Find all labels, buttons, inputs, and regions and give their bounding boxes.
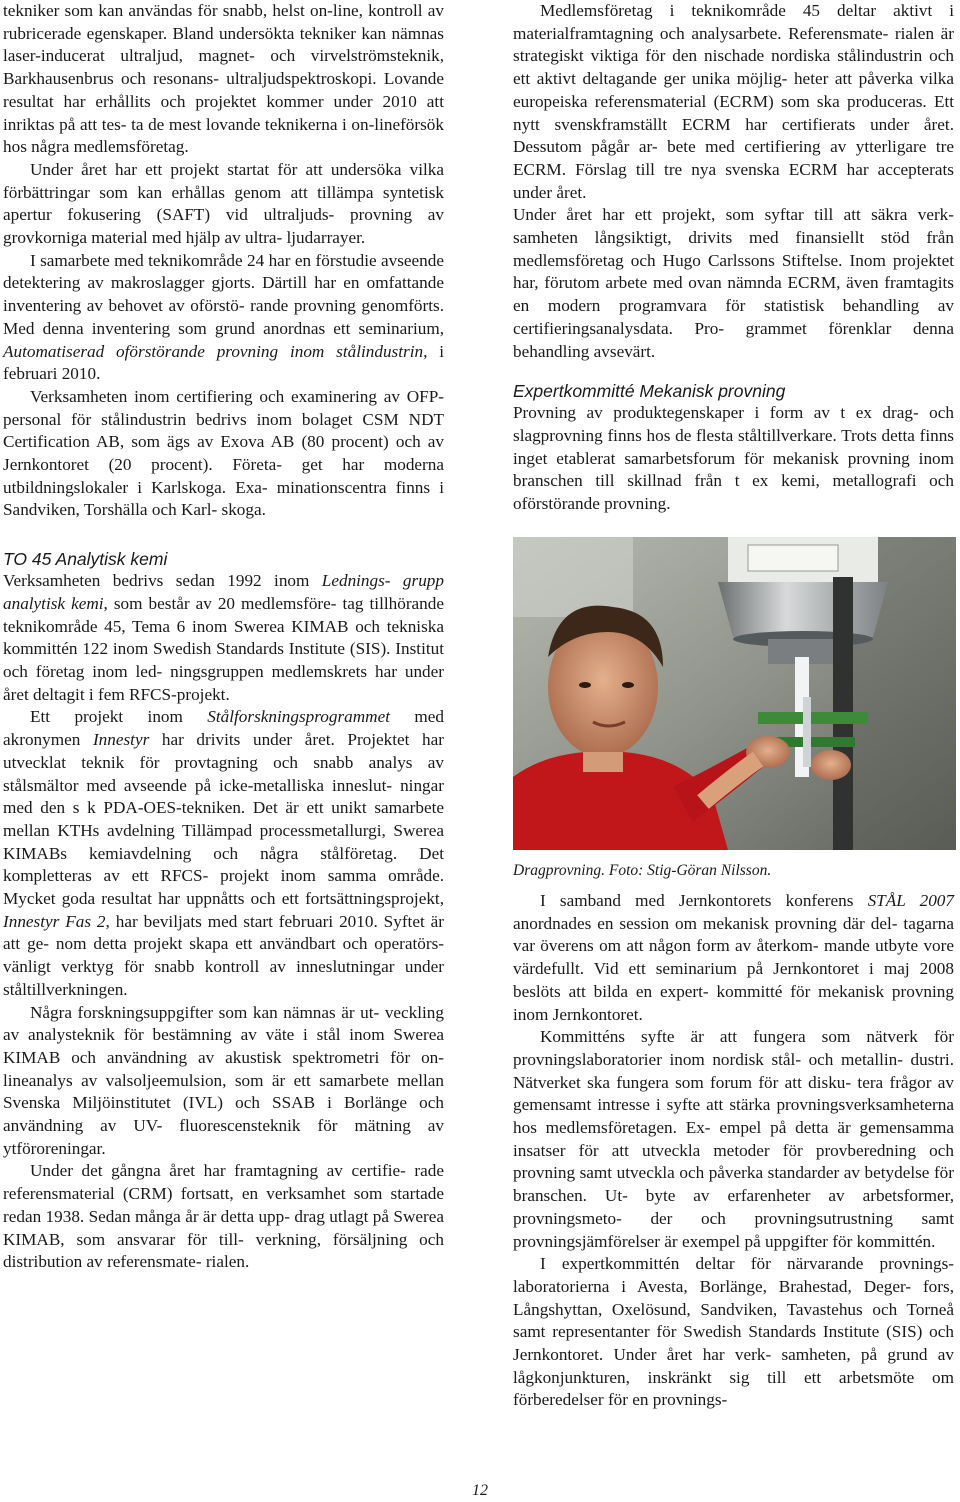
page-number: 12 bbox=[472, 1482, 488, 1499]
right-column-top bbox=[513, 0, 954, 516]
paragraph: tekniker som kan användas för snabb, helst on-line, kontroll av rubricerade egenskaper. Bland undersökta tekniker kan nämnas laser-inducerat ultraljud, magnet- och virvelströmsteknik, Barkhausenbrus och resonans- ultraljudspektroskopi. Lovande resultat har erhållits och projektet kommer under 2010 att inriktas på att tes- ta de mest lovande teknikerna i on-lineförsök hos några medlemsföretag. bbox=[3, 1, 444, 157]
paragraph: Under det gångna året har framtagning av certifie- rade referensmaterial (CRM) fortsatt, en verksamhet som startade redan 1938. Sedan många år är detta upp- drag utlagt på Swerea KIMAB, som ansvarar för till- verkning, försäljning och distribution av referensmate- rialen. bbox=[3, 1161, 444, 1272]
left-column bbox=[3, 0, 444, 1274]
paragraph: Provning av produktegenskaper i form av t ex drag- och slagprovning finns hos de flesta ståltillverkare. Trots detta finns inget etablerat samarbetsforum för mekanisk provning inom branschen till skillnad från t ex kemi, metallografi och oförstörande provning. bbox=[513, 403, 954, 514]
paragraph: I expertkommittén deltar för närvarande provnings- laboratorierna i Avesta, Borlänge, Brahestad, Deger- fors, Långshyttan, Oxelösund, Sandviken, Tavastehus och Torneå samt representanter för Swedish Standards Institute (SIS) och Jernkontoret. Under året har verk- samheten, på grund av lågkonjunkturen, inskränkt sig till ett arbetsmöte om förberedelser för en provnings- bbox=[513, 1254, 954, 1410]
paragraph: Ett projekt inom Stålforskningsprogrammet med akronymen Innestyr har drivits under året. Projektet har utvecklat teknik för provtagning och snabb analys av stålsmältor med avseende på icke-metalliska inneslut- ningar med den s k PDA-OES-tekniken. Det är ett unikt samarbete mellan KTHs avdelning Tillämpad processmetallurgi, Swerea KIMABs kemiavdelning och några stålföretag. Det kompletteras av ett RFCS- projekt inom samma område. Mycket goda resultat har uppnåtts och ett fortsättningsprojekt, Innestyr Fas 2, har beviljats med start februari 2010. Syftet är att ge- nom detta projekt skapa ett användbart och operatörs- vänligt verktyg för snabb kontroll av inneslutningar under ståltillverkningen. bbox=[3, 707, 444, 999]
paragraph: Under året har ett projekt startat för att undersöka vilka förbättringar som kan erhållas genom att tillämpa syntetisk apertur fokusering (SAFT) vid ultraljuds- provning av grovkorniga material med hjälp av ultra- ljudarrayer. bbox=[3, 159, 444, 248]
section-heading: Expertkommitté Mekanisk provning bbox=[513, 381, 786, 402]
photo-man-tensile-test-icon bbox=[513, 537, 956, 850]
right-column-bottom bbox=[513, 890, 954, 1412]
paragraph: Verksamheten bedrivs sedan 1992 inom Lednings- grupp analytisk kemi, som består av 20 medlemsföre- tag tillhörande teknikområde 45, Tema 6 inom Swerea KIMAB och tekniska kommittén 122 inom Swedish Standards Institute (SIS). Institut och företag inom led- ningsgruppen medlemskrets har under året deltagit i fem RFCS-projekt. bbox=[3, 571, 444, 704]
paragraph: Några forskningsuppgifter som kan nämnas är ut- veckling av analysteknik för bestämning av väte i stål inom Swerea KIMAB och användning av akustisk spektrometri för on-lineanalys av valsoljeemulsion, som är ett samarbete mellan Svenska Miljöinstitutet (IVL) och SSAB i Borlänge och användning av UV- fluorescensteknik för mätning av ytföroreningar. bbox=[3, 1002, 444, 1158]
paragraph: Verksamheten inom certifiering och examinering av OFP-personal för stålindustrin bedrivs inom bolaget CSM NDT Certification AB, som ägs av Exova AB (80 procent) och av Jernkontoret (20 procent). Företa- get har moderna utbildningslokaler i Karlskoga. Exa- minationscentra finns i Sandviken, Torshälla och Karl- skoga. bbox=[3, 386, 444, 520]
paragraph: Under året har ett projekt, som syftar till att säkra verk- samheten långsiktigt, drivits med finansiellt stöd från medlemsföretag och Hugo Carlssons Stiftelse. Inom projektet har, förutom arbete med ovan nämnda ECRM, även framtagits en modern programvara för statistisk behandling av certifieringsanalysdata. Pro- grammet förenklar denna behandling avsevärt. bbox=[513, 205, 954, 361]
section-heading: TO 45 Analytisk kemi bbox=[3, 549, 168, 570]
photo bbox=[513, 537, 956, 850]
paragraph: Kommitténs syfte är att fungera som nätverk för provningslaboratorier inom nordisk stål- och metallin- dustri. Nätverket ska fungera som forum för att disku- tera frågor av gemensamt intresse i syfte att stärka provningsverksamheterna hos medlemsföretagen. Ex- empel på detta är gemensamma insatser för att utveckla metoder för provberedning och provning samt utveckla och påverka standarder av betydelse för branschen. Ut- byte av erfarenheter av arbetsformer, provningsmeto- der och provningsutrustning samt provningsjämförelser är exempel på uppgifter för kommittén. bbox=[513, 1027, 954, 1251]
paragraph: Medlemsföretag i teknikområde 45 deltar aktivt i materialframtagning och analysarbete. Referensmate- rialen är strategiskt viktiga för den nischade nordiska stålindustrin och ett aktivt deltagande ger unika möjlig- heter att påverka vilka europeiska referensmaterial (ECRM) som ska produceras. Ett nytt svenskframställt ECRM har certifierats under året. Dessutom pågår ar- bete med certifiering av ytterligare tre ECRM. Förslag till tre nya svenska ECRM har accepterats under året. bbox=[513, 1, 954, 202]
paragraph: I samband med Jernkontorets konferens STÅL 2007 anordnades en session om mekanisk provning där del- tagarna var överens om att någon form av återkom- mande utbyte vore värdefullt. Vid ett seminarium på Jernkontoret i maj 2008 beslöts att bilda en expert- kommitté för mekanisk provning inom Jernkontoret. bbox=[513, 891, 954, 1024]
photo-caption: Dragprovning. Foto: Stig-Göran Nilsson. bbox=[513, 862, 772, 879]
paragraph: I samarbete med teknikområde 24 har en förstudie avseende detektering av makroslagger gjorts. Därtill har en omfattande inventering av behovet av oförstö- rande provning genomförts. Med denna inventering som grund anordnas ett seminarium, Automatiserad oförstörande provning inom stålindustrin, i februari 2010. bbox=[3, 250, 445, 384]
